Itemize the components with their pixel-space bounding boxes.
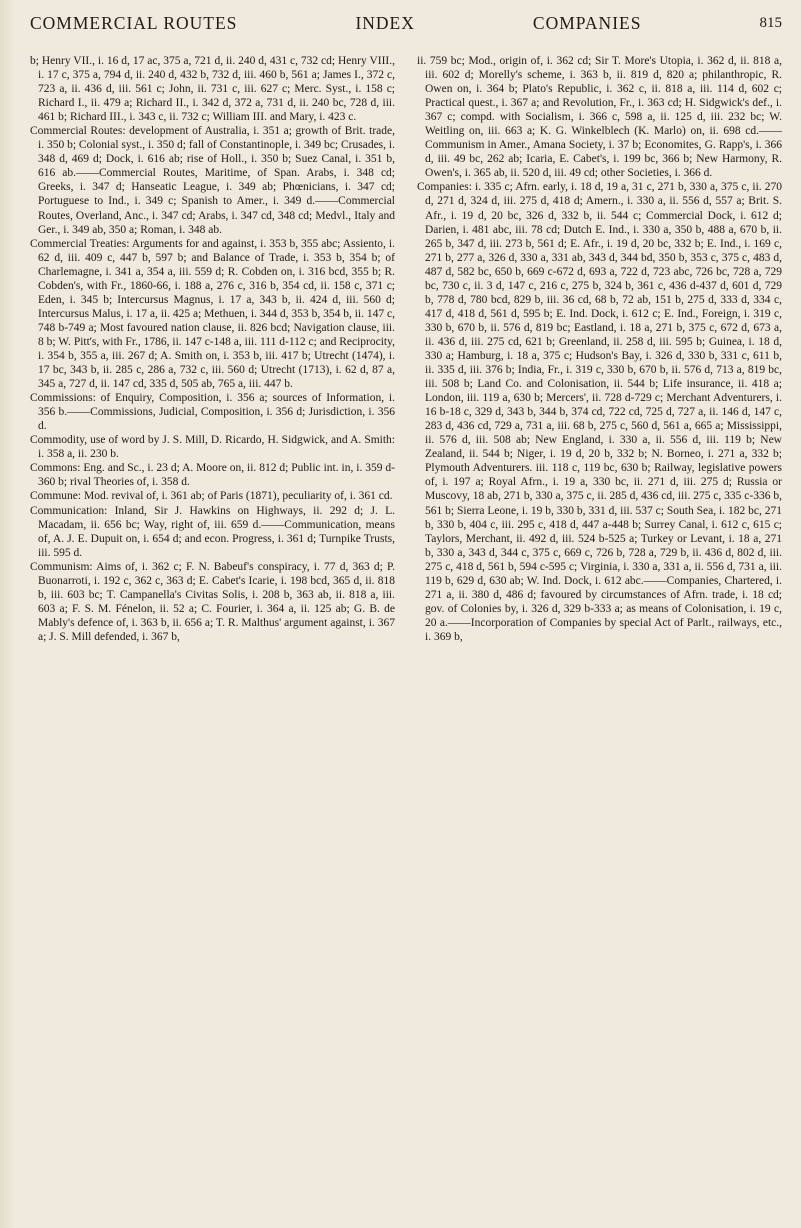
page-spine-shadow	[0, 0, 14, 1228]
header-right-title: COMPANIES	[532, 12, 642, 33]
header-center-title: INDEX	[355, 12, 415, 33]
index-entry: Commodity, use of word by J. S. Mill, D. Ricardo, H. Sidgwick, and A. Smith: i. 358 a, ii. 230 b.	[30, 434, 395, 461]
index-column-right	[417, 54, 782, 1220]
index-entry: Companies: i. 335 c; Afrn. early, i. 18 d, 19 a, 31 c, 271 b, 330 a, 375 c, ii. 270 d, 271 d, 324 d, iii. 275 d, 418 d; Amern., i. 330 a, ii. 556 d, 557 a; Brit. S. Afr., i. 19 d, 20 bc, 326 d, 332 b, ii. 544 c; Commercial Dock, i. 612 d; Darien, i. 481 abc, iii. 78 cd; Dutch E. Ind., i. 330 a, 350 b, 488 a, 670 b, ii. 265 b, 347 d, iii. 273 b, 561 d; E. Afr., i. 19 d, 20 bc, 332 b; E. Ind., i. 169 c, 271 b, 277 a, 326 d, 330 a, 331 ab, 343 d, 344 bd, 350 b, 353 c, 375 c, 483 d, 487 d, 582 bc, 650 b, 669 c-672 d, 693 a, 722 d, 723 abc, 726 bc, 728 a, 729 bc, 730 c, ii. 3 d, 147 c, 216 c, 275 b, 324 b, 361 c, 436 d-437 d, 601 d, 729 b, 778 d, 780 bcd, 829 b, iii. 36 cd, 68 b, 72 ab, 151 b, 275 d, 333 d, 334 c, 417 d, 418 d, 561 d, 595 b; E. Ind. Dock, i. 612 c; E. Ind., Foreign, i. 319 c, 330 b, 670 b, ii. 576 d, 819 bc; Eastland, i. 18 a, 271 b, 375 c, 672 d, 673 a, ii. 436 d, iii. 275 cd, 621 b; Greenland, ii. 258 d, iii. 595 b; Guinea, i. 18 d, 330 a; Hamburg, i. 18 a, 375 c; Hudson's Bay, i. 326 d, 330 b, 331 c, 611 b, ii. 335 d, iii. 376 b; India, Fr., i. 319 c, 330 b, 670 b, ii. 576 d, 713 a, 819 bc, iii. 508 b; Land Co. and Colonisation, ii. 544 b; Life insurance, ii. 418 a; London, iii. 119 a, 630 b; Mercers', ii. 728 d-729 c; Merchant Adventurers, i. 16 b-18 c, 329 d, 343 b, 344 b, 374 cd, 722 cd, 725 d, 727 a, ii. 146 d, 147 c, 283 d, 436 cd, 729 a, 731 a, iii. 68 b, 275 c, 560 d, 561 a, 665 a; Mississippi, ii. 576 d, iii. 508 ab; New England, i. 330 a, ii. 556 d, iii. 119 b; New Zealand, ii. 544 b; Niger, i. 19 d, 20 b, 332 b; N. Borneo, i. 271 a, 332 b; Plymouth Adventurers. iii. 118 c, 119 bc, 630 b; Railway, legislative powers of, i. 197 a; Royal Afrn., i. 19 a, 330 bc, ii. 271 d, iii. 275 d; Russia or Muscovy, 18 ab, 271 b, 330 a, 375 c, ii. 285 d, 436 cd, iii. 275 c, 335 c-336 b, 561 b; Sierra Leone, i. 19 b, 330 b, 331 d, iii. 537 c; South Sea, i. 182 bc, 271 b, 330 b, 404 c, iii. 295 c, 418 d, 447 a-448 b; Surrey Canal, i. 612 c, 615 c; Taylors, Merchant, ii. 492 d, iii. 524 b-525 a; Turkey or Levant, i. 18 a, 271 b, 330 a, 343 d, 344 c, 375 c, 669 c, 726 b, 728 a, 729 b, ii. 436 d, 802 d, iii. 275 c, 418 d, 561 b, 594 c-595 c; Virginia, i. 330 a, 331 a, ii. 556 d, 731 a, iii. 119 b, 629 d, 630 ab; W. Ind. Dock, i. 612 abc.——Companies, Chartered, i. 271 a, ii. 380 d, 486 d; favoured by circumstances of Afrn. trade, i. 18 cd; gov. of Colonies by, i. 326 d, 329 b-333 a; as means of Colonisation, i. 19 c, 20 a.——Incorporation of Companies by special Act of Parlt., railways, etc., i. 369 b,	[417, 181, 782, 643]
index-entry: Commons: Eng. and Sc., i. 23 d; A. Moore on, ii. 812 d; Public int. in, i. 359 d-360 b; rival Theories of, i. 358 d.	[30, 462, 395, 489]
index-entry: Commissions: of Enquiry, Composition, i. 356 a; sources of Information, i. 356 b.——Commissions, Judicial, Composition, i. 356 d; Jurisdiction, i. 356 d.	[30, 392, 395, 433]
header-left-title: COMMERCIAL ROUTES	[30, 12, 238, 33]
page-number: 815	[759, 14, 782, 31]
index-entry: b; Henry VII., i. 16 d, 17 ac, 375 a, 721 d, ii. 240 d, 431 c, 732 cd; Henry VIII., i. 17 c, 375 a, 794 d, ii. 240 d, 432 b, 732 d, iii. 460 b, 561 a; James I., 372 c, 723 a, ii. 436 d, iii. 561 c; John, ii. 731 c, iii. 627 c; Merc. Syst., i. 158 c; Richard I., ii. 479 a; Richard II., i. 342 d, 372 a, 731 d, ii. 240 bc, 728 d, iii. 461 b; Richard III., i. 343 c, ii. 732 c; William III. and Mary, i. 423 c.	[30, 55, 395, 124]
index-entry: Communism: Aims of, i. 362 c; F. N. Babeuf's conspiracy, i. 77 d, 363 d; P. Buonarroti, i. 192 c, 362 c, 363 d; E. Cabet's Icarie, i. 198 bcd, 365 d, ii. 818 b, iii. 603 bc; T. Campanella's Civitas Solis, i. 208 b, 363 ab, ii. 818 a, iii. 603 a; F. S. M. Fénelon, ii. 52 a; C. Fourier, i. 364 a, ii. 125 ab; G. B. de Mably's defence of, i. 363 b, ii. 656 a; T. R. Malthus' argument against, i. 367 a; J. S. Mill defended, i. 367 b,	[30, 560, 395, 643]
index-page	[30, 0, 782, 1228]
index-entry: ii. 759 bc; Mod., origin of, i. 362 cd; Sir T. More's Utopia, i. 362 d, ii. 818 a, iii. 602 d; Morelly's scheme, i. 363 b, ii. 819 d, 820 a; philanthropic, R. Owen on, i. 364 b; Plato's Republic, i. 362 c, ii. 818 a, iii. 114 d, 602 c; Practical quest., i. 367 a; and Revolution, Fr., i. 363 cd; H. Sidgwick's def., i. 367 c; compd. with Socialism, i. 366 c, 598 a, ii. 125 d, iii. 232 bc; W. Weitling on, iii. 663 a; K. G. Winkelblech (K. Marlo) on, ii. 698 cd.——Communism in Amer., Amana Society, i. 37 b; Economites, G. Rapp's, i. 366 d, iii. 49 bc, 262 ab; Icaria, E. Cabet's, i. 199 bc, 366 b; New Harmony, R. Owen's, i. 365 ab, ii. 520 d, iii. 49 cd; other Societies, i. 366 d.	[417, 55, 782, 180]
index-entry: Commercial Treaties: Arguments for and against, i. 353 b, 355 abc; Assiento, i. 62 d, iii. 409 c, 447 b, 597 b; and Balance of Trade, i. 353 b, 354 b; of Charlemagne, i. 341 a, 354 a, iii. 559 d; R. Cobden on, i. 316 bcd, 355 b; R. Cobden's, with Fr., 1860-66, i. 188 a, 276 c, 316 b, 354 cd, ii. 158 c, 371 c; Eden, i. 345 b; Intercursus Magnus, i. 17 a, 343 b, ii. 424 d, iii. 560 d; Intercursus Malus, i. 17 a, ii. 425 a; Methuen, i. 344 d, 353 b, 354 b, ii. 147 c, 748 b-749 a; Most favoured nation clause, ii. 826 bcd; Navigation clause, iii. 8 b; W. Pitt's, with Fr., 1786, ii. 147 c-148 a, iii. 111 d-112 c; and Reciprocity, i. 354 b, 355 a, iii. 267 d; A. Smith on, i. 353 b, iii. 417 b; Utrecht (1474), i. 17 bc, 343 b, ii. 285 c, 286 a, 732 c, iii. 560 d; Utrecht (1713), i. 62 d, 87 a, 345 a, 727 d, ii. 147 cd, 335 d, 505 ab, 765 a, iii. 447 b.	[30, 237, 395, 391]
index-entry: Communication: Inland, Sir J. Hawkins on Highways, ii. 292 d; J. L. Macadam, ii. 656 bc; Way, right of, iii. 659 d.——Communication, means of, A. J. E. Dupuit on, i. 654 d; and econ. Progress, i. 361 d; Turnpike Trusts, iii. 595 d.	[30, 504, 395, 559]
index-column-left	[30, 54, 395, 1220]
index-columns	[30, 54, 782, 1220]
index-entry: Commune: Mod. revival of, i. 361 ab; of Paris (1871), peculiarity of, i. 361 cd.	[30, 490, 393, 503]
index-entry: Commercial Routes: development of Australia, i. 351 a; growth of Brit. trade, i. 350 b; Colonial syst., i. 350 d; fall of Constantinople, i. 349 bc; Crusades, i. 348 d, 469 d; Dock, i. 616 ab; rise of Holl., i. 350 b; Suez Canal, i. 351 b, 616 ab.——Commercial Routes, Maritime, of Span. Arabs, i. 348 cd; Greeks, i. 347 d; Hanseatic League, i. 349 ab; Phœnicians, i. 347 cd; Portuguese to Ind., i. 349 c; Spanish to Amer., i. 349 d.——Commercial Routes, Overland, Anc., i. 347 cd; Arabs, i. 347 cd, 348 cd; Medvl., Italy and Ger., i. 349 ab, 350 a; Roman, i. 348 ab.	[30, 125, 395, 236]
running-header	[30, 10, 782, 36]
